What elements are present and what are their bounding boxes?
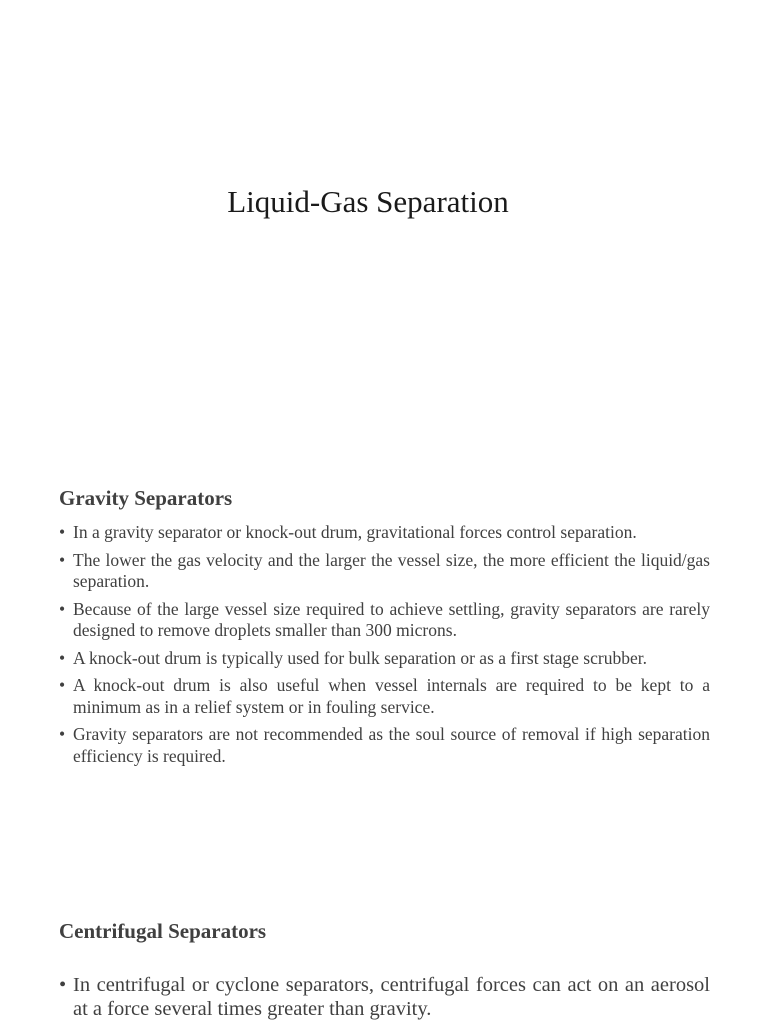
bullet-item: • Gravity separators are not recommended as the soul source of removal if high separation efficiency is required. [59, 724, 710, 767]
section-heading-centrifugal-separators: Centrifugal Separators [59, 919, 267, 943]
bullet-item: • A knock-out drum is also useful when vessel internals are required to be kept to a minimum as in a relief system or in fouling service. [59, 675, 710, 718]
bullet-item: • Because of the large vessel size required to achieve settling, gravity separators are rarely designed to remove droplets smaller than 300 microns. [59, 599, 710, 642]
centrifugal-separators-bullet-list [59, 973, 710, 1021]
slide-title: Liquid-Gas Separation [227, 184, 509, 219]
gravity-separators-bullet-list [59, 522, 710, 773]
section-heading-gravity-separators: Gravity Separators [59, 486, 233, 510]
bullet-item: • In a gravity separator or knock-out drum, gravitational forces control separation. [59, 522, 710, 544]
bullet-item: • A knock-out drum is typically used for bulk separation or as a first stage scrubber. [59, 648, 710, 670]
bullet-item: • The lower the gas velocity and the larger the vessel size, the more efficient the liquid/gas separation. [59, 550, 710, 593]
bullet-item: • In centrifugal or cyclone separators, centrifugal forces can act on an aerosol at a force several times greater than gravity. [59, 973, 710, 1021]
